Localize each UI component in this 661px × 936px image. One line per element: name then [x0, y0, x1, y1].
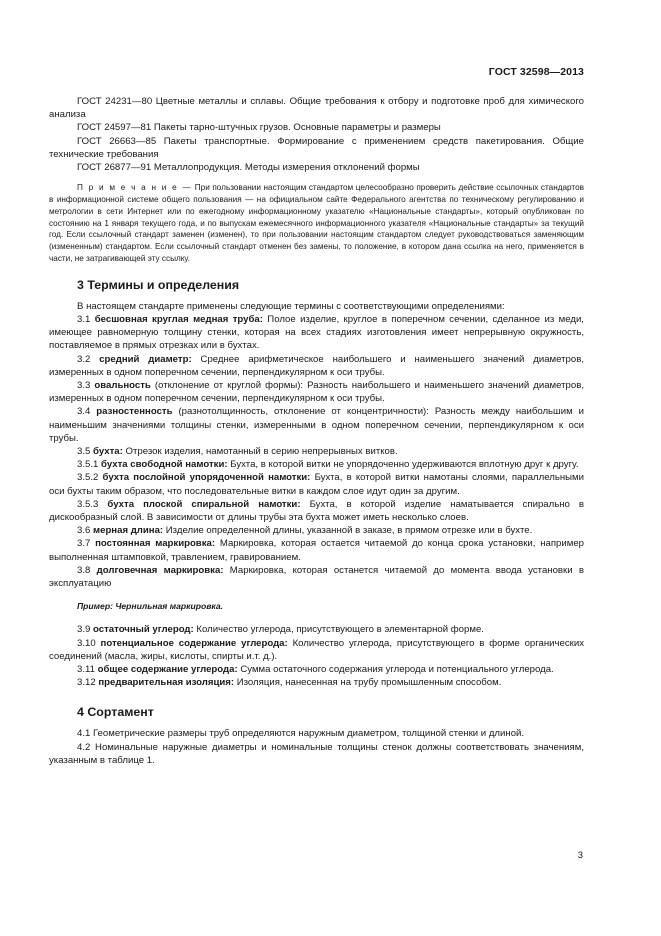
terms-list	[49, 313, 584, 590]
section-4-paragraph: 4.2 Номинальные наружные диаметры и номинальные толщины стенок должны соответствовать значениям, указанным в таблице 1.	[49, 741, 584, 766]
term-name: средний диаметр:	[99, 353, 192, 365]
reference-item: ГОСТ 26877—91 Металлопродукция. Методы измерения отклонений формы	[77, 162, 420, 174]
term-name: общее содержание углерода:	[97, 664, 238, 676]
term-definition	[49, 676, 584, 689]
term-number: 3.7	[77, 538, 91, 550]
term-number: 3.5.1	[77, 459, 99, 471]
term-text: Полое изделие, круглое в поперечном сечении, сделанное из меди, имеющее равномерную толщину стенки, которая на всех стадиях изготовления имеет непрерывную окружность, поставляемое в прямых отрезках или в бухтах.	[49, 314, 584, 352]
term-name: потенциальное содержание углерода:	[100, 637, 288, 649]
section-3-intro: В настоящем стандарте применены следующие термины с соответствующими определениями:	[77, 300, 505, 312]
term-definition	[49, 524, 584, 537]
term-text: Изделие определенной длины, указанной в заказе, в прямом отрезке или в бухте.	[165, 525, 533, 537]
section-3-body	[49, 300, 584, 690]
term-number: 3.8	[77, 564, 91, 576]
term-definition	[49, 498, 584, 524]
standard-header: ГОСТ 32598—2013	[488, 66, 584, 78]
example-text: Пример: Чернильная маркировка.	[77, 601, 224, 612]
term-definition	[49, 471, 584, 497]
term-number: 3.2	[77, 353, 91, 365]
term-number: 3.11	[77, 664, 95, 676]
term-name: мерная длина:	[93, 525, 164, 537]
term-name: бухта послойной упорядоченной намотки:	[102, 472, 311, 484]
term-text: Отрезок изделия, намотанный в серию непрерывных витков.	[125, 446, 398, 458]
term-definition	[49, 663, 584, 676]
term-name: предварительная изоляция:	[98, 677, 235, 689]
section-3-title: 3 Термины и определения	[77, 277, 240, 292]
term-text: Маркировка, которая останется читаемой до момента ввода установки в эксплуатацию	[49, 564, 584, 590]
term-definition	[49, 623, 584, 636]
section-4-paragraph: 4.1 Геометрические размеры труб определяются наружным диаметром, толщиной стенки и длиной.	[77, 728, 525, 740]
term-definition	[49, 353, 584, 379]
term-number: 3.9	[77, 624, 91, 636]
term-name: долговечная маркировка:	[96, 564, 224, 576]
section-4-title: 4 Сортамент	[77, 705, 154, 720]
note-label: П р и м е ч а н и е —	[77, 183, 193, 193]
term-number: 3.3	[77, 380, 91, 392]
term-name: разностенность	[96, 406, 173, 418]
term-text: Количество углерода, присутствующего в элементарной форме.	[196, 624, 484, 636]
term-number: 3.4	[77, 406, 91, 418]
term-definition	[49, 564, 584, 590]
term-definition	[49, 379, 584, 405]
reference-item: ГОСТ 24597—81 Пакеты тарно-штучных грузов. Основные параметры и размеры	[77, 122, 441, 134]
term-definition	[49, 405, 584, 445]
section-4-body	[49, 727, 584, 767]
term-name: остаточный углерод:	[93, 624, 194, 636]
term-number: 3.5.2	[77, 472, 99, 484]
page-content	[49, 95, 584, 767]
term-definition	[49, 445, 584, 458]
reference-item: ГОСТ 24231—80 Цветные металлы и сплавы. Общие требования к отбору и подготовке проб для химического анализа	[49, 96, 584, 121]
term-text: Бухта, в которой изделие наматывается спирально в дискообразный слой. В зависимости от длины трубы эта бухта может иметь несколько слоев.	[49, 498, 584, 524]
term-name: овальность	[94, 380, 151, 392]
term-name: бухта:	[93, 446, 123, 458]
term-text: Бухта, в которой витки не упорядоченно удерживаются вплотную друг к другу.	[230, 459, 579, 471]
term-number: 3.10	[77, 637, 96, 649]
note-text: При пользовании настоящим стандартом целесообразно проверить действие ссылочных стандартов в информационной системе общего пользования — на официальном сайте Федерального агентства по техническому регулированию и метрологии в сети Интернет или по ежегодному информационному указателю «Национальные стандарты», который опубликован по состоянию на 1 января текущего года, и по выпускам ежемесячного информационного указателя «Национальные стандарты» за текущий год. Если ссылочный стандарт заменен (изменен), то при пользовании настоящим стандартом следует руководствоваться заменяющим (измененным) стандартом. Если ссылочный стандарт отменен без замены, то положение, в котором дана ссылка на него, применяется в части, не затрагивающей эту ссылку.	[49, 183, 584, 263]
term-definition	[49, 458, 584, 471]
term-text: Изоляция, нанесенная на трубу промышленным способом.	[236, 677, 502, 689]
term-number: 3.1	[77, 314, 91, 325]
term-name: постоянная маркировка:	[95, 538, 216, 550]
term-text: (разнотолщинность, отклонение от концентричности): Разность между наибольшим и наименьшим значениями толщины стенки, измеренными в одном поперечном сечении, перпендикулярном к оси трубы.	[49, 406, 584, 444]
term-text: Сумма остаточного содержания углерода и потенциального углерода.	[240, 664, 554, 676]
term-number: 3.6	[77, 525, 91, 537]
page-number: 3	[577, 850, 583, 861]
note	[49, 182, 584, 265]
term-text: Бухта, в которой витки намотаны слоями, параллельными оси бухты таким образом, что последовательные витки в каждом слое идут один за другим.	[49, 472, 584, 497]
term-text: Маркировка, которая остается читаемой до конца срока установки, например выполненная штамповкой, травлением, гравированием.	[49, 538, 584, 563]
term-name: бухта плоской спиральной намотки:	[107, 498, 301, 510]
normative-references	[49, 95, 584, 174]
term-name: бесшовная круглая медная труба:	[94, 314, 263, 325]
term-text: Среднее арифметическое наибольшего и наименьшего значений диаметров, измеренных в одном поперечном сечении, перпендикулярном к оси трубы.	[49, 353, 584, 378]
term-number: 3.5.3	[77, 498, 99, 510]
term-definition	[49, 537, 584, 563]
term-name: бухта свободной намотки:	[101, 459, 228, 471]
term-number: 3.12	[77, 677, 96, 689]
term-text: Количество углерода, присутствующего в форме органических соединений (масла, жиры, кислоты, спирты и.т. д.).	[49, 637, 585, 662]
reference-item: ГОСТ 26663—85 Пакеты транспортные. Формирование с применением средств пакетирования. Общие технические требования	[49, 135, 584, 160]
term-definition	[49, 313, 584, 353]
term-number: 3.5	[77, 446, 91, 458]
terms-list-continued	[49, 623, 584, 689]
term-text: (отклонение от круглой формы): Разность наибольшего и наименьшего значений диаметров, измеренных в одном поперечном сечении, перпендикулярном к оси трубы.	[49, 380, 584, 405]
term-definition	[49, 637, 584, 663]
